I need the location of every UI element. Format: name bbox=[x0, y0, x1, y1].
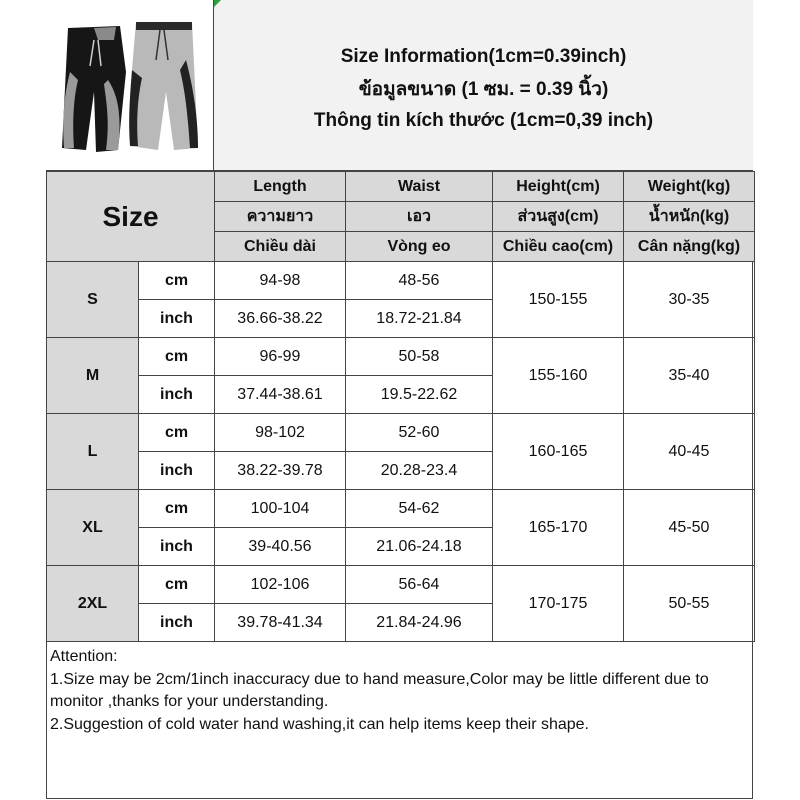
unit-cm: cm bbox=[139, 566, 215, 604]
height-value: 165-170 bbox=[493, 490, 624, 566]
info-line-english: Size Information(1cm=0.39inch) bbox=[340, 46, 627, 67]
waist-inch: 21.84-24.96 bbox=[346, 604, 493, 642]
height-header-en: Height(cm) bbox=[493, 172, 624, 202]
unit-cm: cm bbox=[139, 414, 215, 452]
waist-cm: 52-60 bbox=[346, 414, 493, 452]
waist-cm: 48-56 bbox=[346, 262, 493, 300]
attention-line-1: 1.Size may be 2cm/1inch inaccuracy due to hand measure,Color may be little different due to monitor ,thanks for your understanding. bbox=[50, 670, 709, 710]
info-line-thai: ข้อมูลขนาด (1 ซม. = 0.39 นิ้ว) bbox=[358, 79, 609, 100]
corner-marker bbox=[214, 0, 221, 7]
attention-title: Attention: bbox=[50, 648, 118, 665]
length-inch: 37.44-38.61 bbox=[215, 376, 346, 414]
length-header-en: Length bbox=[215, 172, 346, 202]
length-header-vi: Chiều dài bbox=[215, 232, 346, 262]
length-inch: 39-40.56 bbox=[215, 528, 346, 566]
length-header-th: ความยาว bbox=[215, 202, 346, 232]
waist-cm: 54-62 bbox=[346, 490, 493, 528]
height-value: 170-175 bbox=[493, 566, 624, 642]
unit-cm: cm bbox=[139, 490, 215, 528]
waist-header-vi: Vòng eo bbox=[346, 232, 493, 262]
weight-value: 40-45 bbox=[624, 414, 755, 490]
black-pants-icon bbox=[62, 26, 126, 152]
length-cm: 100-104 bbox=[215, 490, 346, 528]
height-value: 150-155 bbox=[493, 262, 624, 338]
size-label: M bbox=[47, 338, 139, 414]
size-table bbox=[46, 171, 755, 642]
length-inch: 36.66-38.22 bbox=[215, 300, 346, 338]
attention-notes bbox=[50, 646, 750, 736]
waist-inch: 20.28-23.4 bbox=[346, 452, 493, 490]
length-cm: 102-106 bbox=[215, 566, 346, 604]
length-inch: 38.22-39.78 bbox=[215, 452, 346, 490]
weight-value: 50-55 bbox=[624, 566, 755, 642]
size-label: S bbox=[47, 262, 139, 338]
waist-inch: 18.72-21.84 bbox=[346, 300, 493, 338]
waist-header-th: เอว bbox=[346, 202, 493, 232]
weight-value: 30-35 bbox=[624, 262, 755, 338]
weight-header-en: Weight(kg) bbox=[624, 172, 755, 202]
weight-header-vi: Cân nặng(kg) bbox=[624, 232, 755, 262]
pants-illustration bbox=[46, 0, 214, 171]
unit-cm: cm bbox=[139, 262, 215, 300]
size-label: 2XL bbox=[47, 566, 139, 642]
waist-inch: 21.06-24.18 bbox=[346, 528, 493, 566]
info-line-vietnamese: Thông tin kích thước (1cm=0,39 inch) bbox=[313, 110, 654, 131]
size-header: Size bbox=[47, 172, 215, 262]
length-inch: 39.78-41.34 bbox=[215, 604, 346, 642]
length-cm: 94-98 bbox=[215, 262, 346, 300]
attention-line-2: 2.Suggestion of cold water hand washing,it can help items keep their shape. bbox=[50, 715, 589, 733]
weight-header-th: น้ำหนัก(kg) bbox=[624, 202, 755, 232]
unit-inch: inch bbox=[139, 604, 215, 642]
gray-pants-icon bbox=[129, 22, 198, 150]
height-value: 155-160 bbox=[493, 338, 624, 414]
length-cm: 98-102 bbox=[215, 414, 346, 452]
waist-cm: 56-64 bbox=[346, 566, 493, 604]
unit-inch: inch bbox=[139, 300, 215, 338]
unit-inch: inch bbox=[139, 528, 215, 566]
size-label: L bbox=[47, 414, 139, 490]
height-header-th: ส่วนสูง(cm) bbox=[493, 202, 624, 232]
unit-cm: cm bbox=[139, 338, 215, 376]
product-image bbox=[46, 0, 214, 171]
waist-cm: 50-58 bbox=[346, 338, 493, 376]
weight-value: 35-40 bbox=[624, 338, 755, 414]
size-label: XL bbox=[47, 490, 139, 566]
unit-inch: inch bbox=[139, 376, 215, 414]
size-info-header bbox=[214, 0, 753, 171]
weight-value: 45-50 bbox=[624, 490, 755, 566]
waist-inch: 19.5-22.62 bbox=[346, 376, 493, 414]
height-value: 160-165 bbox=[493, 414, 624, 490]
height-header-vi: Chiều cao(cm) bbox=[493, 232, 624, 262]
length-cm: 96-99 bbox=[215, 338, 346, 376]
unit-inch: inch bbox=[139, 452, 215, 490]
waist-header-en: Waist bbox=[346, 172, 493, 202]
